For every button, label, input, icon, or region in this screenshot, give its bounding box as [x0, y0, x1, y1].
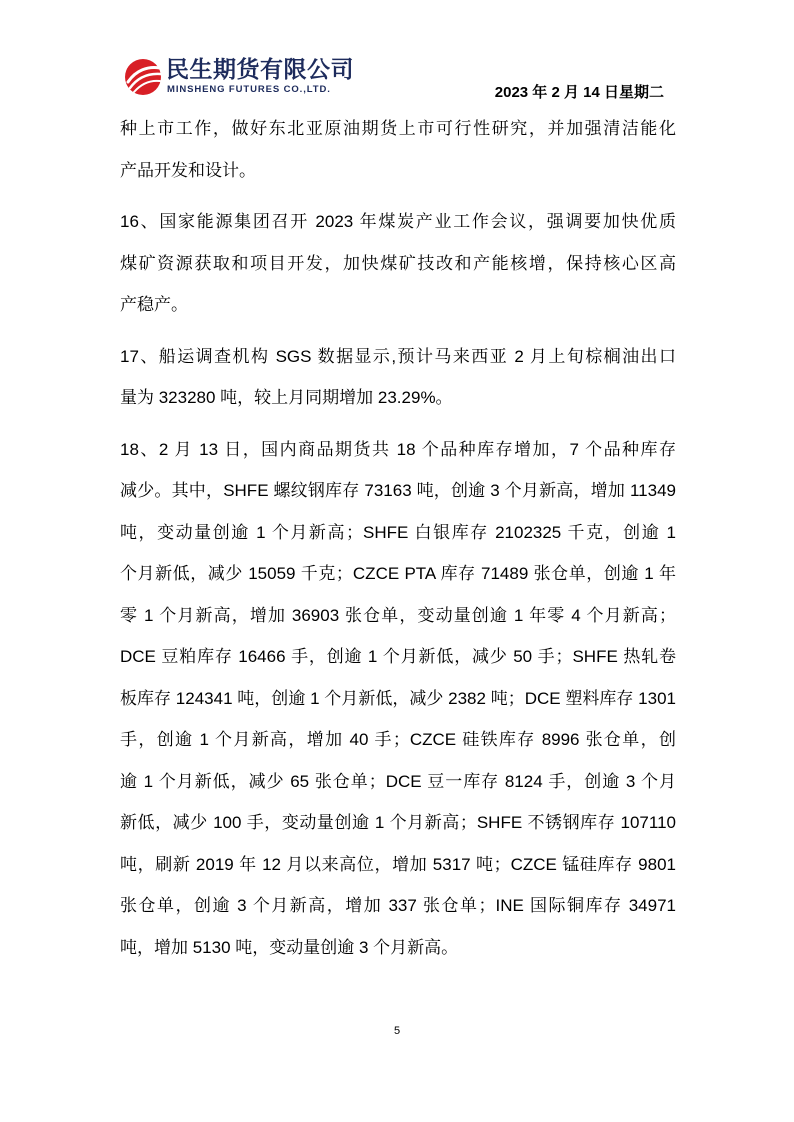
paragraph-item-17: [120, 336, 676, 419]
text-line: 吨，刷新 2019 年 12 月以来高位，增加 5317 吨；CZCE 锰硅库存 9801: [120, 854, 676, 874]
text-line: 量为 323280 吨，较上月同期增加 23.29%。: [120, 388, 453, 407]
page-number: 5: [393, 1025, 401, 1037]
text-line: 手，创逾 1 个月新高，增加 40 手；CZCE 硅铁库存 8996 张仓单，创: [120, 730, 676, 749]
document-body: [120, 108, 676, 968]
paragraph-item-16: [120, 201, 676, 326]
text-line: 18、2 月 13 日，国内商品期货共 18 个品种库存增加，7 个品种库存: [120, 439, 676, 459]
text-line: 吨，变动量创逾 1 个月新高；SHFE 白银库存 2102325 千克，创逾 1: [120, 522, 676, 542]
minsheng-logo-icon: [123, 57, 163, 97]
text-line: DCE 豆粕库存 16466 手，创逾 1 个月新低，减少 50 手；SHFE 热轧卷: [120, 647, 676, 666]
text-line: 新低，减少 100 手，变动量创逾 1 个月新高；SHFE 不锈钢库存 107110: [120, 813, 676, 832]
text-line: 板库存 124341 吨，创逾 1 个月新低，减少 2382 吨；DCE 塑料库存 1301: [120, 688, 676, 708]
text-line: 产品开发和设计。: [120, 160, 256, 180]
text-line: 张仓单，创逾 3 个月新高，增加 337 张仓单；INE 国际铜库存 34971: [120, 896, 676, 915]
text-line: 煤矿资源获取和项目开发，加快煤矿技改和产能核增，保持核心区高: [120, 253, 676, 273]
paragraph-item-18: [120, 429, 676, 969]
text-line: 16、国家能源集团召开 2023 年煤炭产业工作会议，强调要加快优质: [120, 212, 676, 231]
text-line: 逾 1 个月新低，减少 65 张仓单；DCE 豆一库存 8124 手，创逾 3 个月: [120, 771, 676, 791]
text-line: 17、船运调查机构 SGS 数据显示,预计马来西亚 2 月上旬棕榈油出口: [120, 346, 676, 366]
text-line: 减少。其中，SHFE 螺纹钢库存 73163 吨，创逾 3 个月新高，增加 11349: [120, 481, 676, 500]
text-line: 零 1 个月新高，增加 36903 张仓单，变动量创逾 1 年零 4 个月新高；: [120, 605, 676, 625]
text-line: 吨，增加 5130 吨，变动量创逾 3 个月新高。: [120, 937, 459, 957]
company-name-cn: 民生期货有限公司: [166, 56, 354, 82]
text-line: 个月新低，减少 15059 千克；CZCE PTA 库存 71489 张仓单，创逾 1 年: [120, 564, 676, 583]
company-name-en: MINSHENG FUTURES CO.,LTD.: [167, 84, 331, 95]
text-line: 产稳产。: [120, 295, 188, 314]
text-line: 种上市工作，做好东北亚原油期货上市可行性研究，并加强清洁能化: [120, 119, 676, 138]
header-date: 2023 年 2 月 14 日星期二: [494, 84, 664, 101]
paragraph-continuation: [120, 108, 676, 191]
